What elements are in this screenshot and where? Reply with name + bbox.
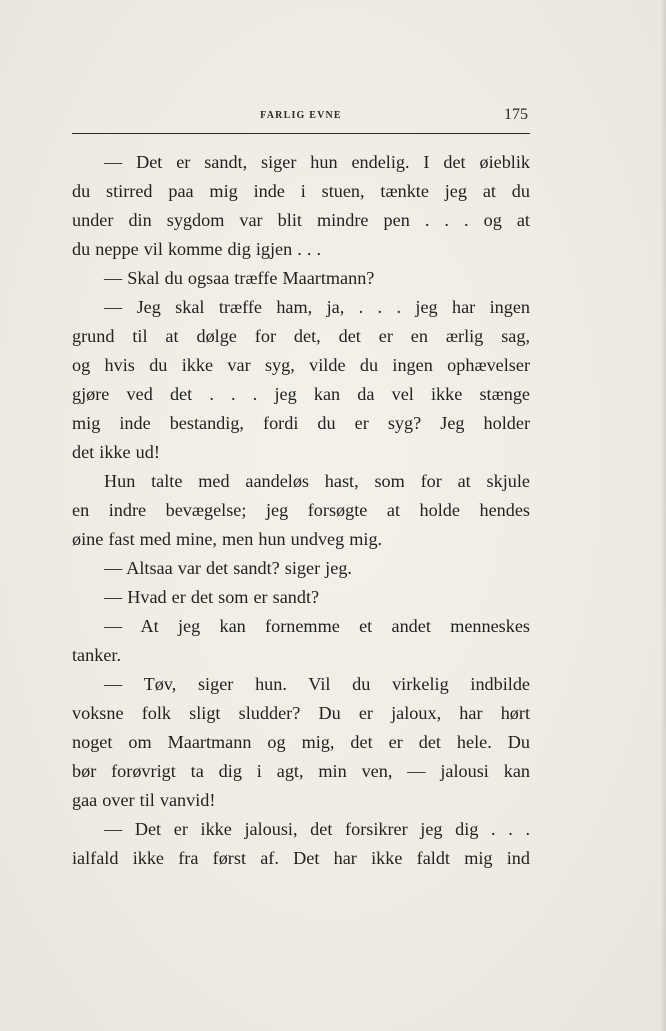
text-line: — Hvad er det som er sandt?	[104, 587, 320, 607]
text-line: ialfald ikke fra først af. Det har ikke faldt mig ind	[72, 848, 530, 868]
page-number: 175	[504, 106, 528, 123]
text-line: tanker.	[72, 645, 121, 665]
text-line: under din sygdom var blit mindre pen . . . og at	[72, 210, 530, 230]
text-line: øine fast med mine, men hun undveg mig.	[72, 529, 383, 549]
page-edge-shadow	[660, 0, 666, 1031]
running-header	[72, 103, 530, 134]
running-title: FARLIG EVNE	[260, 110, 342, 121]
body-text	[72, 148, 530, 873]
text-line: voksne folk sligt sludder? Du er jaloux, har hørt	[72, 703, 530, 723]
text-line: du neppe vil komme dig igjen . . .	[72, 239, 321, 259]
text-line: — Skal du ogsaa træffe Maartmann?	[104, 268, 375, 288]
text-line: noget om Maartmann og mig, det er det hele. Du	[72, 732, 530, 752]
text-line: — Det er ikke jalousi, det forsikrer jeg dig . . .	[104, 819, 530, 839]
text-line: grund til at dølge for det, det er en ærlig sag,	[72, 326, 530, 346]
text-line: mig inde bestandig, fordi du er syg? Jeg holder	[72, 413, 530, 433]
text-line: — Tøv, siger hun. Vil du virkelig indbilde	[104, 674, 530, 694]
text-line: en indre bevægelse; jeg forsøgte at holde hendes	[72, 500, 530, 520]
text-line: Hun talte med aandeløs hast, som for at skjule	[104, 471, 530, 491]
text-line: — Altsaa var det sandt? siger jeg.	[104, 558, 352, 578]
text-line: bør forøvrigt ta dig i agt, min ven, — jalousi kan	[72, 761, 530, 781]
text-line: — At jeg kan fornemme et andet menneskes	[104, 616, 530, 636]
text-line: og hvis du ikke var syg, vilde du ingen ophævelser	[72, 355, 530, 375]
text-line: du stirred paa mig inde i stuen, tænkte jeg at du	[72, 181, 530, 201]
text-line: gaa over til vanvid!	[72, 790, 216, 810]
text-line: — Det er sandt, siger hun endelig. I det øieblik	[104, 152, 530, 172]
text-line: gjøre ved det . . . jeg kan da vel ikke stænge	[72, 384, 530, 404]
text-line: det ikke ud!	[72, 442, 160, 462]
text-line: — Jeg skal træffe ham, ja, . . . jeg har ingen	[104, 297, 530, 317]
